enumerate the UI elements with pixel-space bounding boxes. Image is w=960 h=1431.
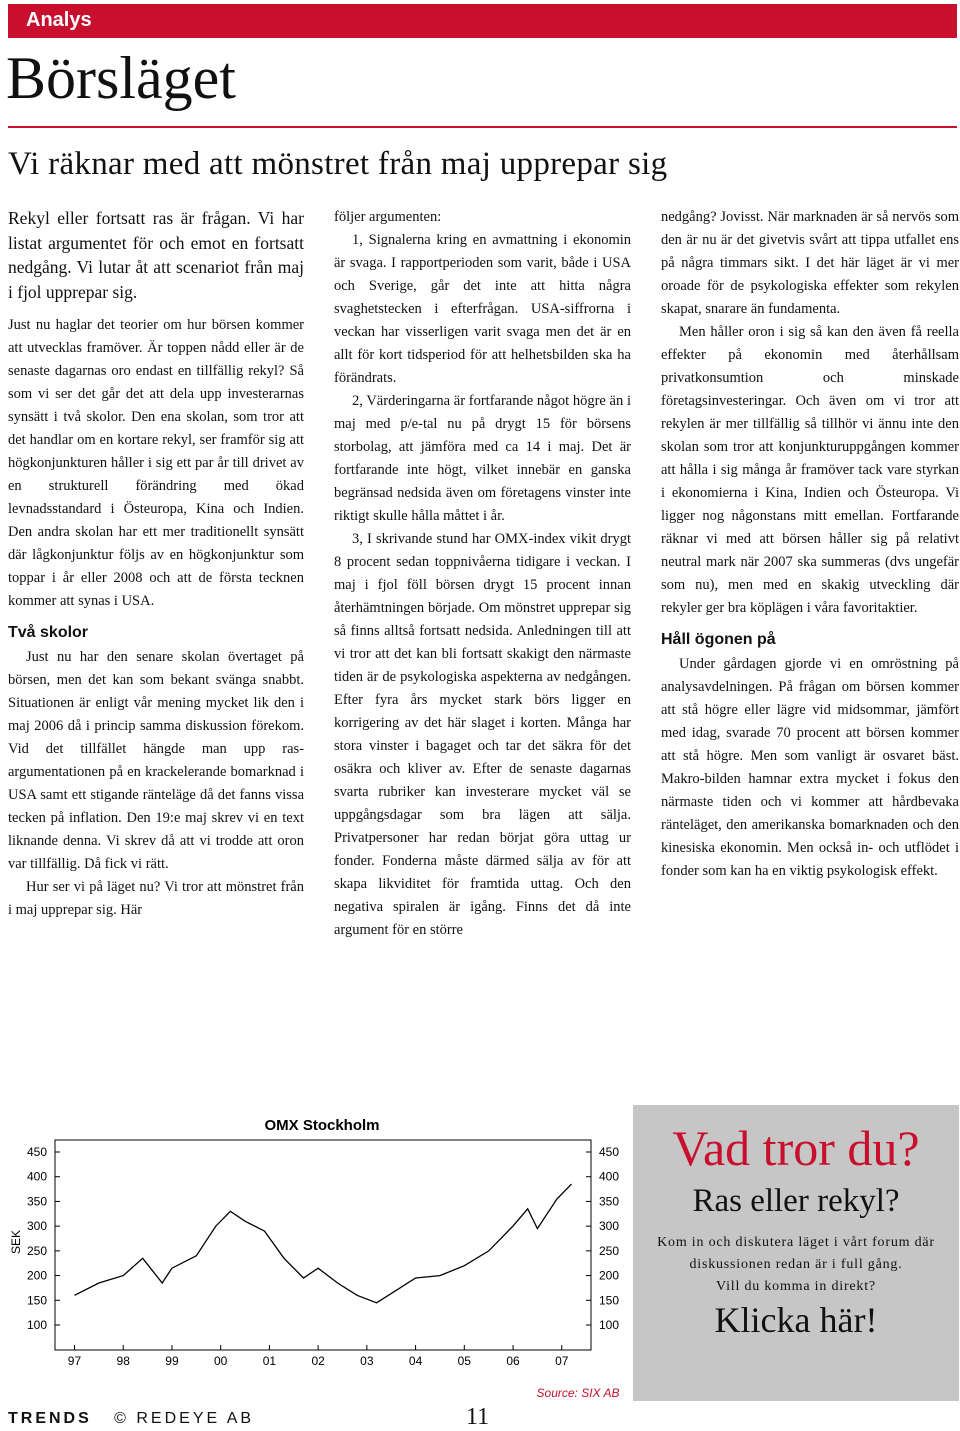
chart-x-tick-label: 00: [213, 1354, 228, 1368]
chart-y-tick-label: 150: [26, 1293, 47, 1308]
footer-copyright: © REDEYE AB: [114, 1410, 255, 1427]
section-heading: Två skolor: [8, 624, 89, 641]
chart-x-tick-label: 07: [555, 1354, 569, 1368]
chart-x-tick-label: 98: [116, 1354, 130, 1368]
article-column-3: [661, 206, 959, 883]
chart-y-tick-label-right: 150: [599, 1293, 620, 1308]
chart-x-tick-label: 02: [311, 1354, 325, 1368]
article-paragraph: följer argumenten:: [334, 209, 442, 225]
article-paragraph: 3, I skrivande stund har OMX-index vikit drygt 8 procent sedan toppnivåerna tidigare i veckan. I maj i fjol föll börsen drygt 15 procent innan återhämtningen började. Om mönstret upprepar sig så finns alltså fortsatt nedsida. Anledningen till att vi tror att det kan bli fortsatt skakigt den närmaste tiden är de psykologiska aspekterna av nedgången. Efter fyra års mycket stark börs ligger en korrigering av det här slaget i korten. Många har stora vinster i bagaget och tar det säkra för det osäkra och kliver av. Efter de senaste dagarnas svarta rubriker kan investerare mycket väl se uppgångsdagar som bra lägen att sälja. Privatpersoner har redan börjat göra uttag ur fonder. Fonderna måste därmed sälja av för att skapa likviditet för framtida uttag. Och den negativa spiralen är igång. Finns det då inte argument för en större: [334, 531, 631, 938]
chart-y-tick-label: 400: [26, 1169, 47, 1184]
chart-y-tick-label: 350: [26, 1194, 47, 1209]
chart-x-tick-label: 01: [262, 1354, 277, 1368]
chart-x-tick-label: 97: [67, 1354, 82, 1368]
chart-source: Source: SIX AB: [536, 1386, 620, 1400]
promo-headline: Vad tror du?: [672, 1120, 920, 1176]
forum-promo-box: [633, 1105, 959, 1401]
chart-y-tick-label: 300: [26, 1219, 47, 1234]
article-paragraph: 1, Signalerna kring en avmattning i ekonomin är svaga. I rapportperioden som varit, både i USA och Sverige, går det inte att hitta några svaghetstecken i efterfrågan. USA-siffrorna i veckan har visserligen varit svaga men det är en allt för kort tidsperiod för att helhetsbilden ska ha förändrats.: [334, 232, 631, 386]
chart-y-tick-label-right: 350: [599, 1194, 620, 1209]
promo-question: Ras eller rekyl?: [692, 1183, 900, 1219]
chart-y-tick-label: 450: [26, 1145, 47, 1159]
article-subtitle: Vi räknar med att mönstret från maj upprepar sig: [8, 146, 668, 182]
chart-y-tick-label: 250: [26, 1243, 47, 1258]
footer-brand: TRENDS: [8, 1410, 92, 1427]
promo-text: Kom in och diskutera läget i vårt forum där diskussionen redan är i full gång.: [657, 1235, 935, 1272]
section-heading: Håll ögonen på: [661, 631, 776, 648]
chart-y-tick-label: 200: [26, 1268, 47, 1283]
article-paragraph: Men håller oron i sig så kan den även få reella effekter på ekonomin med återhållsam privatkonsumtion och minskade företagsinvesteringar. Och även om vi tror att rekylen är mer tillfällig så tillhör vi ännu inte den skolan som tror att konjunkturuppgången kommer att hålla i sig många år framöver tack vare styrkan i ekonomierna i Kina, Indien och Östeuropa. Vi ligger nog någonstans mitt emellan. Fortfarande räknar vi med att börsen håller sig på relativt neutral mark när 2007 ska summeras (dvs ungefär som nu), men med en skakig utveckling där rekyler ger bra köplägen i våra favoritaktier.: [661, 324, 959, 616]
article-paragraph: Hur ser vi på läget nu? Vi tror att mönstret från i maj upprepar sig. Här: [8, 879, 304, 918]
chart-x-tick-label: 05: [457, 1354, 471, 1368]
article-paragraph: Under gårdagen gjorde vi en omröstning på analysavdelningen. På frågan om börsen kommer att stå högre eller lägre vid midsommar, jämfört med idag, svarade 70 procent att börsen kommer att stå högre. Men som vanligt är osvaret bäst. Makro-bilden hamnar extra mycket i fokus den närmaste tiden och vi kommer att hårdbevaka ränteläget, den amerikanska bomarknaden och den kinesiska ekonomin. Men också in- och utflödet i fonder som kan ha en viktig psykologisk effekt.: [661, 656, 959, 879]
chart-y-tick-label: 100: [26, 1318, 47, 1332]
chart-x-tick-label: 03: [360, 1354, 374, 1368]
chart-series-line: [75, 1184, 572, 1303]
promo-click-link[interactable]: Klicka här!: [714, 1300, 878, 1340]
promo-text-direct: Vill du komma in direkt?: [716, 1279, 876, 1294]
page-title: Börsläget: [6, 45, 236, 111]
article-paragraph: Just nu haglar det teorier om hur börsen kommer att utvecklas framöver. Är toppen nådd eller är de senaste dagarnas oro endast en tillfällig rekyl? Så som vi ser det går det att dela upp investerarnas synsätt i två skolor. Den ena skolan, som tror att det handlar om en kortare rekyl, ser framför sig att högkonjunkturen håller i sig ett par år till drivet av en strukturell förändring med ökad levnadsstandard i Östeuropa, Kina och Indien. Den andra skolan har ett mer traditionellt synsätt där lågkonjunktur följs av en högkonjunktur som toppar i år eller 2008 och att de första tecknen kommer att synas i USA.: [8, 317, 304, 609]
chart-x-tick-label: 04: [408, 1354, 423, 1368]
article-column-1: [8, 206, 304, 922]
chart-x-tick-label: 06: [506, 1354, 520, 1368]
chart-y-tick-label-right: 200: [599, 1268, 620, 1283]
article-paragraph: nedgång? Jovisst. När marknaden är så nervös som den är nu är det givetvis svårt att tippa utfallet ens på några timmars sikt. I det här läget är vi mer oroade för de psykologiska effekter som rekylen skapat, snarare än fundamenta.: [661, 209, 959, 317]
chart-y-tick-label-right: 450: [599, 1145, 620, 1159]
chart-y-tick-label-right: 400: [599, 1169, 620, 1184]
page-footer: [8, 1410, 254, 1428]
chart-plot-frame: [55, 1140, 591, 1350]
section-label: Analys: [26, 9, 92, 31]
chart-y-label: SEK: [9, 1229, 23, 1255]
chart-title: OMX Stockholm: [264, 1117, 380, 1134]
section-header-bar: [8, 4, 957, 38]
article-column-2: [334, 206, 631, 942]
omx-stockholm-chart: [0, 1110, 630, 1410]
chart-y-tick-label-right: 300: [599, 1219, 620, 1234]
article-paragraph: 2, Värderingarna är fortfarande något högre än i maj med p/e-tal nu på drygt 15 för börsens storbolag, att jämföra med ca 14 i maj. Det är fortfarande inte högt, vilket innebär en ganska begränsad nedsida även om företagens vinster inte riktigt skulle hålla måttet i år.: [334, 393, 631, 524]
article-paragraph: Just nu har den senare skolan övertaget på börsen, men det kan som bekant svänga snabbt. Situationen är enligt vår mening mycket lik den i maj 2006 då i princip samma diskussion förekom. Vid det tillfället hängde man upp ras-argumentationen på en krackelerande bomarknad i USA samt ett stigande ränteläge då det fanns vissa tecken på inflation. Den 19:e maj skrev vi en text liknande denna. Vi skrev då att vi trodde att oron var tillfällig. Då fick vi rätt.: [8, 649, 304, 872]
page-number: 11: [466, 1404, 490, 1430]
title-divider: [8, 126, 957, 128]
chart-y-tick-label-right: 100: [599, 1318, 620, 1332]
article-lead: Rekyl eller fortsatt ras är frågan. Vi har listat argumentet för och emot en fortsatt nedgång. Vi lutar åt att scenariot från maj i fjol upprepar sig.: [8, 208, 304, 302]
chart-y-tick-label-right: 250: [599, 1243, 620, 1258]
chart-x-tick-label: 99: [165, 1354, 179, 1368]
